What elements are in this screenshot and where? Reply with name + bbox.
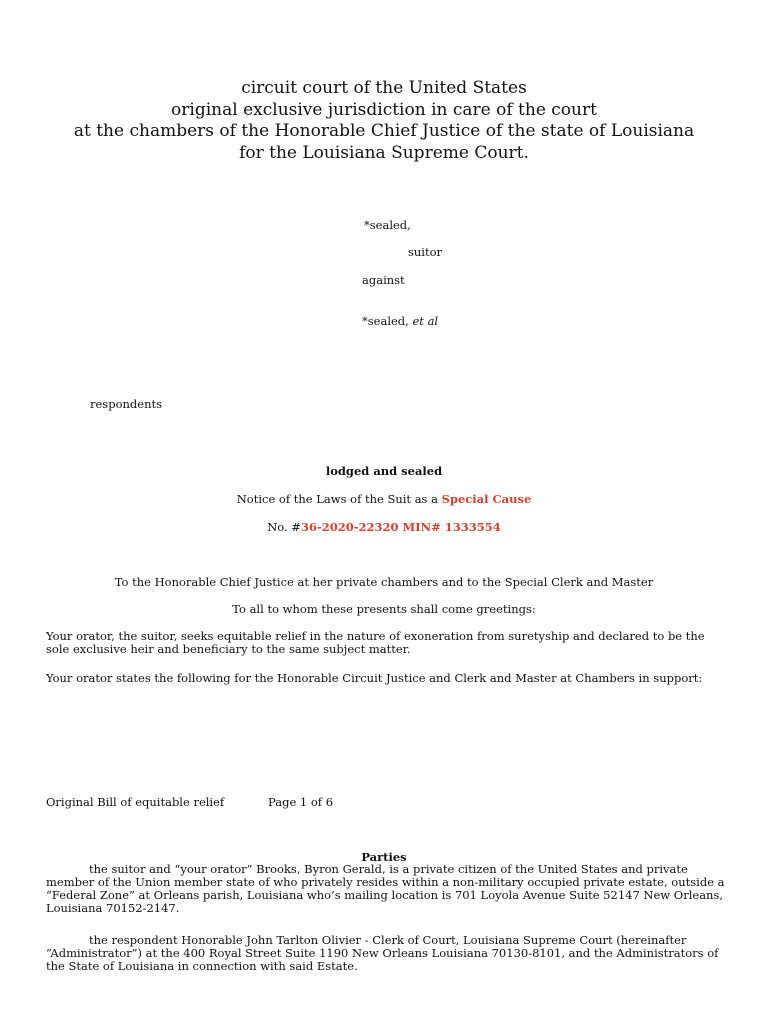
case-number-line bbox=[0, 520, 768, 534]
header-line-1: circuit court of the United States bbox=[241, 78, 527, 98]
special-cause: Special Cause bbox=[441, 492, 532, 506]
suitor-name: *sealed, bbox=[364, 218, 411, 232]
header-line-2: original exclusive jurisdiction in care of the court bbox=[171, 99, 597, 120]
suitor-role: suitor bbox=[408, 245, 443, 259]
parties-paragraph-2: the respondent Honorable John Tarlton Olivier - Clerk of Court, Louisiana Supreme Court (hereinafter “Administrator”) at the 400 Royal Street Suite 1190 New Orleans Louisiana 70130-8101, and the Administrators of the State of Louisiana in connection with said Estate. bbox=[46, 933, 719, 973]
respondent-name: *sealed, bbox=[362, 314, 409, 328]
respondent-caption bbox=[362, 314, 438, 328]
parties-heading: Parties bbox=[361, 850, 407, 864]
case-number: 36-2020-22320 MIN# 1333554 bbox=[300, 520, 501, 534]
body-paragraph-1: Your orator, the suitor, seeks equitable relief in the nature of exoneration from suretyship and declared to be the sole exclusive heir and beneficiary to the same subject matter. bbox=[46, 629, 705, 656]
case-number-prefix: No. # bbox=[267, 520, 301, 534]
court-header bbox=[0, 78, 768, 164]
respondent-suffix: et al bbox=[412, 314, 439, 328]
footer-title: Original Bill of equitable relief bbox=[46, 795, 225, 809]
header-line-3: at the chambers of the Honorable Chief Justice of the state of Louisiana bbox=[73, 121, 695, 141]
respondents-role: respondents bbox=[90, 397, 162, 411]
parties-paragraph-1: the suitor and “your orator” Brooks, Byron Gerald, is a private citizen of the United States and private member of the Union member state of who privately resides within a non-military occupied private estate, outside a “Federal Zone” at Orleans parish, Louisiana who’s mailing location is 701 Loyola Avenue Suite 52147 New Orleans, Louisiana 70152-2147. bbox=[46, 862, 725, 915]
notice-line bbox=[0, 492, 768, 506]
body-paragraph-2: Your orator states the following for the Honorable Circuit Justice and Clerk and Master at Chambers in support: bbox=[46, 671, 703, 685]
lodged-label: lodged and sealed bbox=[325, 464, 443, 478]
against-label: against bbox=[362, 273, 405, 287]
greeting-line: To all to whom these presents shall come greetings: bbox=[232, 602, 536, 616]
address-line: To the Honorable Chief Justice at her private chambers and to the Special Clerk and Master bbox=[114, 575, 654, 589]
footer-page-number: Page 1 of 6 bbox=[268, 795, 334, 809]
header-line-4: for the Louisiana Supreme Court. bbox=[239, 142, 529, 163]
notice-prefix: Notice of the Laws of the Suit as a bbox=[236, 492, 438, 506]
